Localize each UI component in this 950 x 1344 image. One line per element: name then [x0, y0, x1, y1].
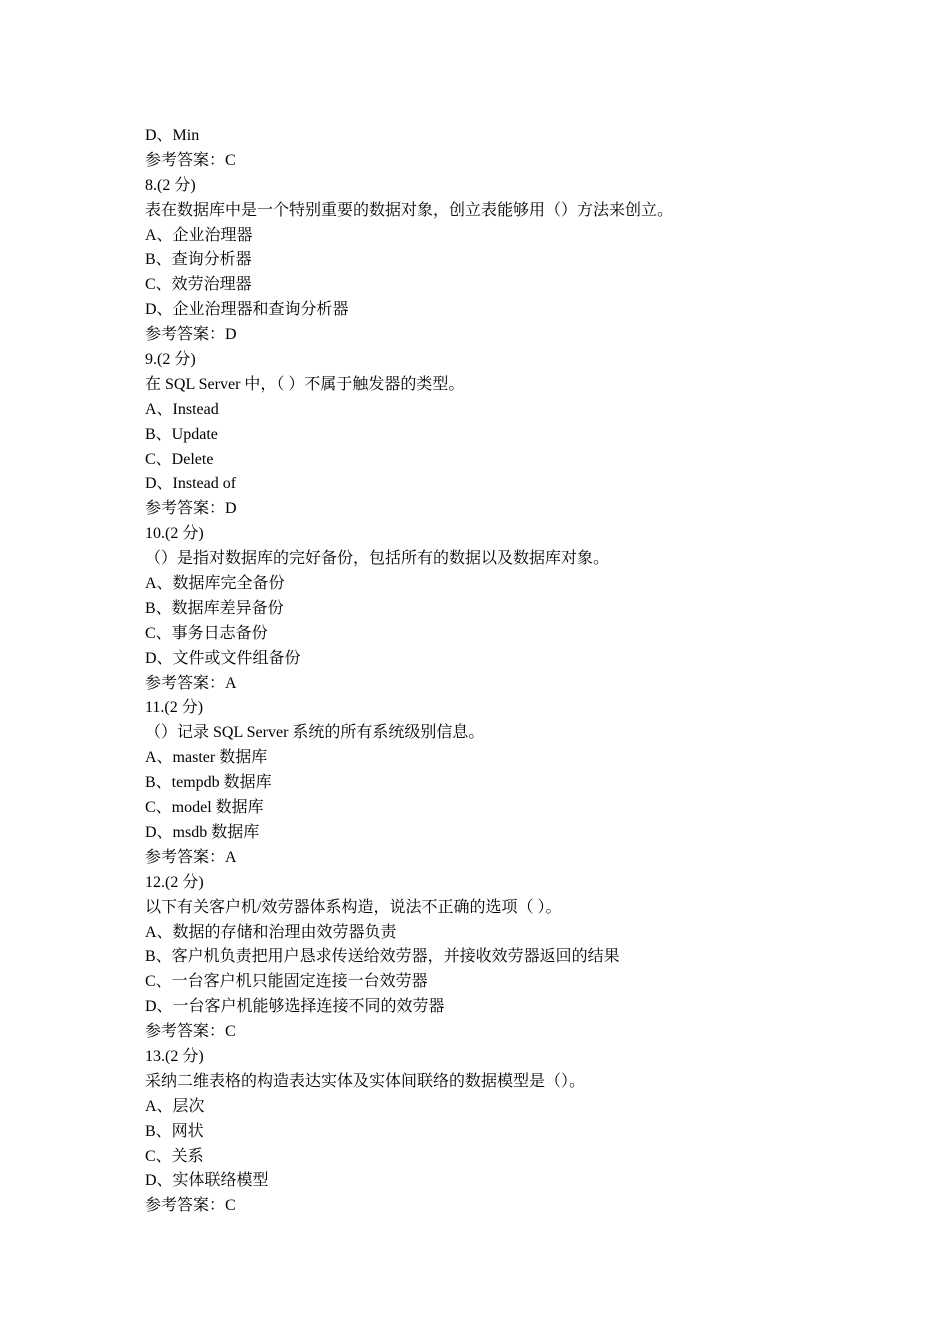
question-number: 13.(2 分) [145, 1047, 204, 1065]
option-line: D、文件或文件组备份 [145, 649, 301, 667]
option-line: A、master 数据库 [145, 749, 268, 767]
question-text: 在 SQL Server 中，（ ）不属于触发器的类型。 [145, 375, 465, 393]
option-line: A、层次 [145, 1097, 205, 1115]
option-line: A、数据的存储和治理由效劳器负责 [145, 923, 397, 941]
answer-line: 参考答案：C [145, 1197, 236, 1215]
option-line: D、msdb 数据库 [145, 823, 260, 841]
option-line: B、Update [145, 425, 218, 443]
option-line: D、实体联络模型 [145, 1172, 269, 1190]
option-line: B、客户机负责把用户恳求传送给效劳器，并接收效劳器返回的结果 [145, 948, 620, 966]
question-text: （）记录 SQL Server 系统的所有系统级别信息。 [145, 724, 485, 742]
question-number: 12.(2 分) [145, 873, 204, 891]
question-number: 8.(2 分) [145, 176, 196, 194]
answer-line: 参考答案：A [145, 848, 237, 866]
option-line: C、Delete [145, 450, 214, 468]
option-line: C、关系 [145, 1147, 204, 1165]
question-number: 9.(2 分) [145, 351, 196, 369]
option-line: B、网状 [145, 1122, 204, 1140]
option-line: D、Min [145, 127, 200, 144]
question-text: 表在数据库中是一个特别重要的数据对象，创立表能够用（）方法来创立。 [145, 201, 674, 219]
option-line: C、事务日志备份 [145, 624, 268, 642]
question-text: （）是指对数据库的完好备份，包括所有的数据以及数据库对象。 [145, 550, 610, 568]
option-line: A、数据库完全备份 [145, 575, 285, 593]
answer-line: 参考答案：C [145, 151, 236, 169]
option-line: B、tempdb 数据库 [145, 774, 272, 792]
option-line: C、一台客户机只能固定连接一台效劳器 [145, 973, 428, 991]
option-line: C、model 数据库 [145, 799, 264, 817]
option-line: A、企业治理器 [145, 226, 253, 244]
answer-line: 参考答案：D [145, 500, 237, 518]
question-text: 以下有关客户机/效劳器体系构造，说法不正确的选项（ ）。 [145, 898, 562, 916]
option-line: C、效劳治理器 [145, 276, 252, 294]
document-body [145, 124, 845, 1219]
answer-line: 参考答案：C [145, 1023, 236, 1041]
option-line: D、一台客户机能够选择连接不同的效劳器 [145, 998, 445, 1016]
option-line: B、查询分析器 [145, 251, 252, 269]
question-number: 11.(2 分) [145, 699, 204, 717]
option-line: D、企业治理器和查询分析器 [145, 301, 349, 319]
option-line: B、数据库差异备份 [145, 599, 284, 617]
question-number: 10.(2 分) [145, 525, 204, 543]
option-line: D、Instead of [145, 475, 237, 493]
question-text: 采纳二维表格的构造表达实体及实体间联络的数据模型是（）。 [145, 1072, 586, 1090]
option-line: A、Instead [145, 400, 219, 418]
answer-line: 参考答案：D [145, 326, 237, 344]
answer-line: 参考答案：A [145, 674, 237, 692]
